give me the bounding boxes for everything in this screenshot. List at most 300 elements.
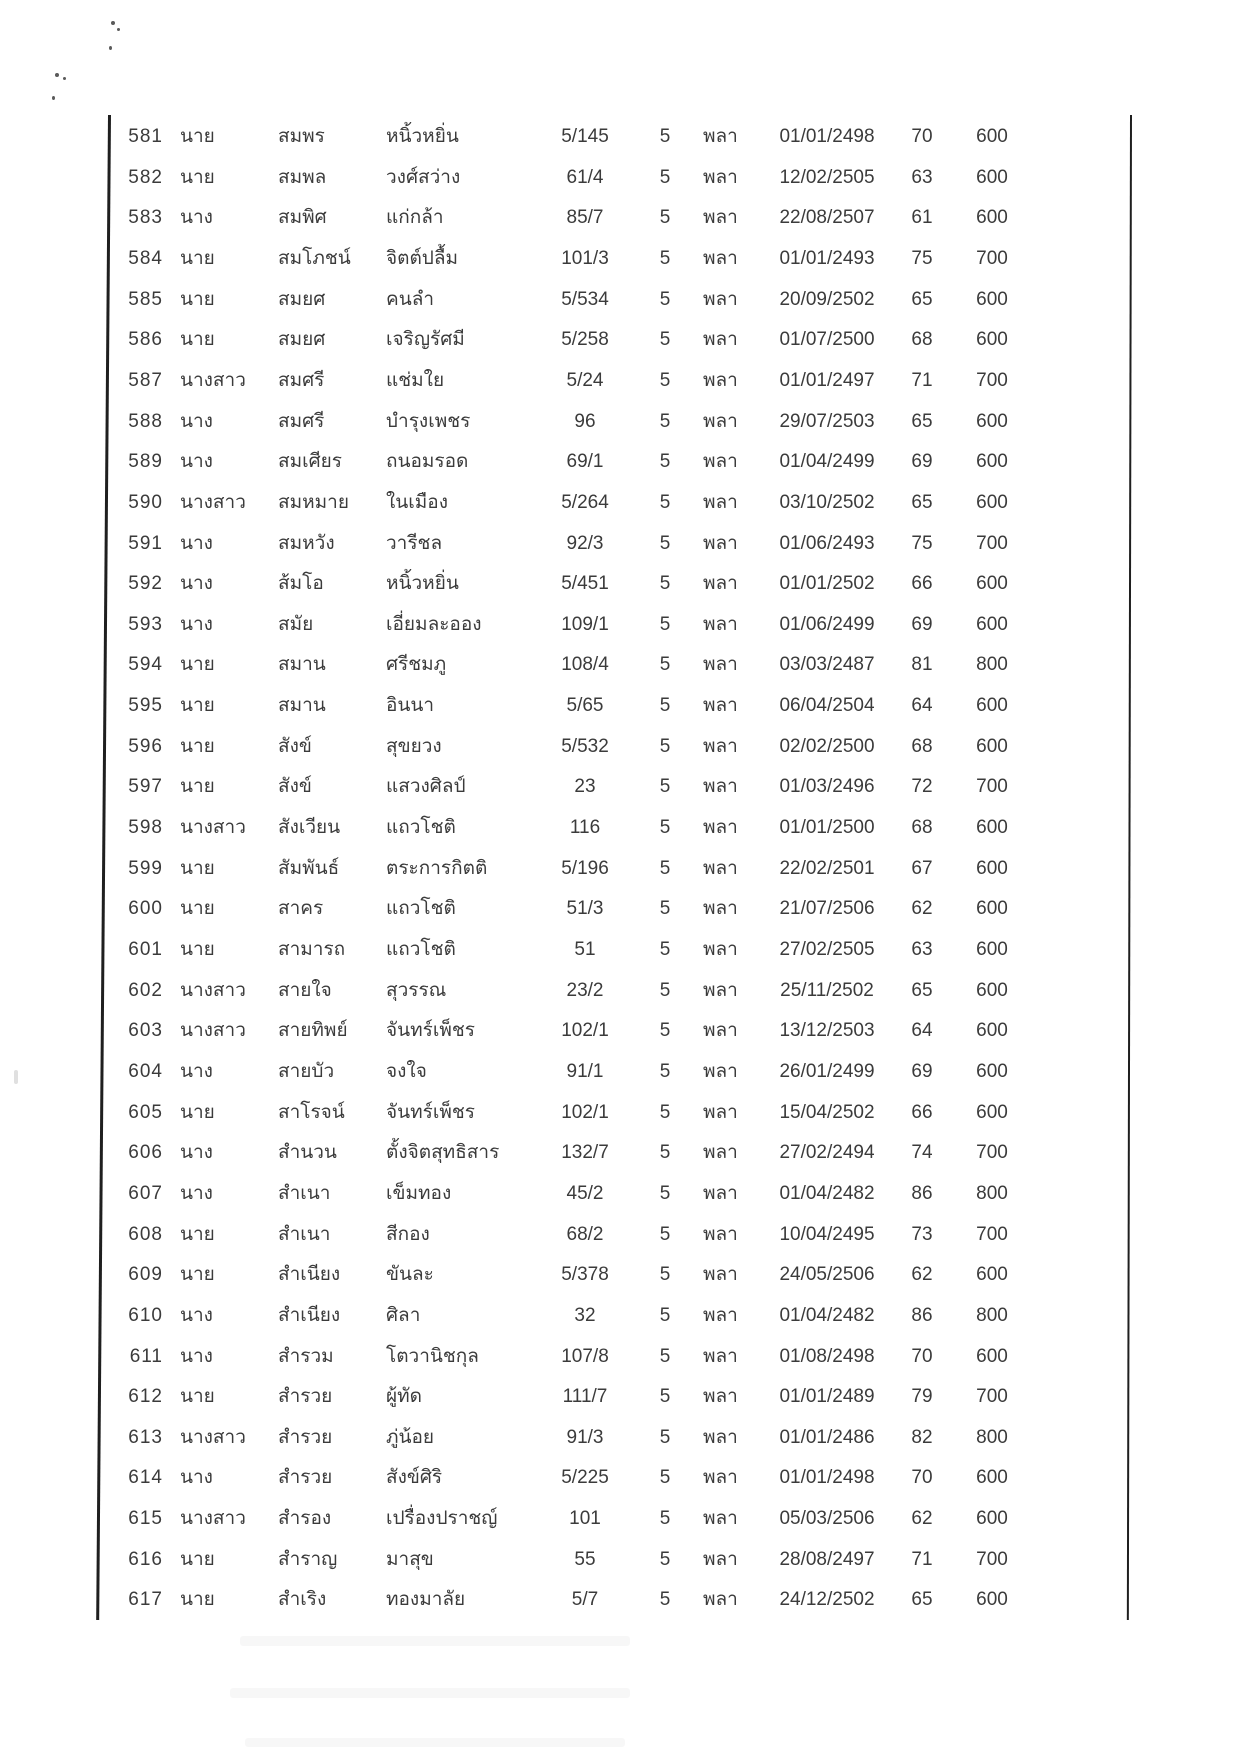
cell-birth-date: 01/07/2500 — [779, 329, 875, 351]
cell-address-no: 68/2 — [566, 1223, 604, 1245]
cell-age: 63 — [911, 166, 933, 188]
cell-amount: 600 — [976, 817, 1008, 839]
cell-amount: 600 — [976, 898, 1008, 920]
cell-title: นาย — [180, 1589, 215, 1611]
cell-first-name: สังเวียน — [278, 817, 341, 839]
cell-last-name: วงศ์สว่าง — [386, 166, 461, 188]
cell-first-name: สายทิพย์ — [278, 1020, 348, 1042]
cell-first-name: สายบัว — [278, 1060, 335, 1082]
cell-first-name: สมัย — [278, 613, 314, 635]
table-row — [0, 1423, 1240, 1453]
cell-last-name: โตวานิชกุล — [386, 1345, 479, 1367]
cell-last-name: วารีชล — [386, 532, 443, 554]
table-row — [0, 772, 1240, 802]
cell-address-no: 96 — [574, 410, 596, 432]
cell-last-name: อินนา — [386, 695, 435, 717]
cell-village: พลา — [703, 654, 738, 676]
cell-birth-date: 01/04/2499 — [779, 451, 875, 473]
scan-streak — [230, 1688, 630, 1698]
cell-moo: 5 — [659, 1386, 671, 1408]
table-row — [0, 366, 1240, 396]
cell-first-name: ส้มโอ — [278, 573, 324, 595]
cell-last-name: ศิลา — [386, 1304, 421, 1326]
cell-birth-date: 01/01/2493 — [779, 247, 875, 269]
cell-age: 64 — [911, 695, 933, 717]
cell-village: พลา — [703, 898, 738, 920]
scan-speck — [52, 96, 55, 100]
cell-first-name: สมยศ — [278, 288, 326, 310]
cell-birth-date: 01/04/2482 — [779, 1182, 875, 1204]
cell-village: พลา — [703, 979, 738, 1001]
cell-birth-date: 28/08/2497 — [779, 1548, 875, 1570]
cell-row-number: 594 — [128, 654, 163, 676]
cell-village: พลา — [703, 451, 738, 473]
cell-title: นาง — [180, 1467, 213, 1489]
cell-age: 61 — [911, 207, 933, 229]
cell-moo: 5 — [659, 1426, 671, 1448]
cell-title: นาย — [180, 126, 215, 147]
cell-address-no: 116 — [569, 817, 601, 839]
table-row — [0, 122, 1240, 152]
cell-last-name: ภู่น้อย — [386, 1426, 435, 1448]
cell-moo: 5 — [659, 1182, 671, 1204]
cell-birth-date: 01/01/2489 — [779, 1386, 875, 1408]
cell-title: นางสาว — [180, 817, 246, 839]
cell-birth-date: 01/01/2500 — [779, 817, 875, 839]
cell-row-number: 608 — [128, 1223, 163, 1245]
cell-moo: 5 — [659, 1264, 671, 1286]
cell-amount: 600 — [976, 166, 1008, 188]
cell-village: พลา — [703, 126, 738, 147]
cell-village: พลา — [703, 532, 738, 554]
cell-birth-date: 01/06/2493 — [779, 532, 875, 554]
cell-amount: 600 — [976, 1060, 1008, 1082]
cell-first-name: สำราญ — [278, 1548, 338, 1570]
cell-village: พลา — [703, 491, 738, 513]
cell-age: 74 — [911, 1142, 933, 1164]
table-row — [0, 488, 1240, 518]
cell-last-name: บำรุงเพชร — [386, 410, 471, 432]
cell-village: พลา — [703, 1264, 738, 1286]
cell-age: 69 — [911, 1060, 933, 1082]
cell-birth-date: 24/12/2502 — [779, 1589, 875, 1611]
cell-row-number: 597 — [128, 776, 163, 798]
cell-title: นาง — [180, 410, 213, 432]
cell-birth-date: 02/02/2500 — [779, 735, 875, 757]
cell-village: พลา — [703, 939, 738, 960]
cell-first-name: สำนวน — [278, 1142, 337, 1164]
cell-age: 72 — [911, 776, 933, 798]
table-row — [0, 1057, 1240, 1087]
cell-moo: 5 — [659, 1589, 671, 1611]
cell-first-name: สมาน — [278, 695, 326, 717]
cell-address-no: 109/1 — [561, 613, 609, 635]
cell-last-name: แถวโชติ — [386, 817, 456, 839]
cell-amount: 700 — [976, 369, 1008, 391]
cell-row-number: 611 — [129, 1345, 163, 1367]
table-row — [0, 285, 1240, 315]
cell-address-no: 5/7 — [571, 1589, 599, 1611]
cell-village: พลา — [703, 1060, 738, 1082]
scan-streak — [240, 1636, 630, 1646]
table-row — [0, 813, 1240, 843]
cell-birth-date: 21/07/2506 — [779, 898, 875, 920]
cell-title: นางสาว — [180, 1426, 246, 1448]
cell-address-no: 5/264 — [561, 491, 609, 513]
cell-first-name: สำเนา — [278, 1223, 331, 1245]
cell-row-number: 586 — [128, 329, 163, 351]
cell-first-name: สังข์ — [278, 776, 312, 798]
table-row — [0, 691, 1240, 721]
cell-age: 63 — [911, 939, 933, 960]
scan-speck — [109, 46, 112, 50]
cell-first-name: สมศรี — [278, 410, 325, 432]
table-row — [0, 1545, 1240, 1575]
cell-title: นางสาว — [180, 491, 246, 513]
cell-first-name: สายใจ — [278, 979, 332, 1001]
cell-address-no: 45/2 — [566, 1182, 604, 1204]
cell-first-name: สาโรจน์ — [278, 1101, 345, 1123]
cell-age: 65 — [911, 288, 933, 310]
cell-moo: 5 — [659, 491, 671, 513]
cell-birth-date: 29/07/2503 — [779, 410, 875, 432]
cell-village: พลา — [703, 288, 738, 310]
cell-age: 70 — [911, 1467, 933, 1489]
table-row — [0, 935, 1240, 965]
cell-last-name: จันทร์เพ็ชร — [386, 1101, 475, 1123]
cell-first-name: สำเนียง — [278, 1264, 341, 1286]
cell-birth-date: 01/03/2496 — [779, 776, 875, 798]
cell-moo: 5 — [659, 369, 671, 391]
cell-amount: 800 — [976, 1304, 1008, 1326]
cell-age: 75 — [911, 247, 933, 269]
cell-amount: 600 — [976, 939, 1008, 960]
cell-address-no: 101/3 — [561, 247, 609, 269]
cell-amount: 600 — [976, 329, 1008, 351]
cell-village: พลา — [703, 735, 738, 757]
cell-age: 71 — [911, 1548, 933, 1570]
cell-last-name: หนิ้วหยิ่น — [386, 573, 459, 595]
cell-amount: 600 — [976, 857, 1008, 879]
cell-address-no: 107/8 — [561, 1345, 609, 1367]
cell-village: พลา — [703, 1386, 738, 1408]
cell-last-name: แถวโชติ — [386, 939, 456, 960]
cell-first-name: สมหวัง — [278, 532, 335, 554]
cell-birth-date: 05/03/2506 — [779, 1508, 875, 1530]
table-row — [0, 244, 1240, 274]
cell-first-name: สมยศ — [278, 329, 326, 351]
cell-village: พลา — [703, 1182, 738, 1204]
cell-amount: 600 — [976, 1101, 1008, 1123]
cell-age: 70 — [911, 126, 933, 147]
cell-address-no: 5/378 — [561, 1264, 609, 1286]
cell-amount: 600 — [976, 1467, 1008, 1489]
cell-last-name: หนิ้วหยิ่น — [386, 126, 459, 147]
cell-first-name: สมหมาย — [278, 491, 349, 513]
cell-first-name: สำรอง — [278, 1508, 332, 1530]
cell-title: นาย — [180, 735, 215, 757]
cell-first-name: สำเนา — [278, 1182, 331, 1204]
cell-moo: 5 — [659, 1020, 671, 1042]
cell-row-number: 601 — [128, 939, 163, 960]
cell-address-no: 85/7 — [566, 207, 604, 229]
cell-amount: 600 — [976, 288, 1008, 310]
cell-address-no: 23/2 — [566, 979, 604, 1001]
cell-title: นาง — [180, 1345, 213, 1367]
cell-village: พลา — [703, 573, 738, 595]
cell-address-no: 69/1 — [566, 451, 604, 473]
table-row — [0, 650, 1240, 680]
cell-age: 68 — [911, 329, 933, 351]
cell-amount: 700 — [976, 247, 1008, 269]
cell-age: 66 — [911, 573, 933, 595]
cell-first-name: สำรวย — [278, 1426, 333, 1448]
cell-last-name: เจริญรัศมี — [386, 329, 465, 351]
cell-row-number: 595 — [128, 695, 163, 717]
cell-village: พลา — [703, 1345, 738, 1367]
cell-moo: 5 — [659, 166, 671, 188]
cell-first-name: สาคร — [278, 898, 324, 920]
cell-moo: 5 — [659, 979, 671, 1001]
cell-age: 71 — [911, 369, 933, 391]
cell-birth-date: 01/01/2497 — [779, 369, 875, 391]
cell-amount: 600 — [976, 1345, 1008, 1367]
cell-title: นาง — [180, 573, 213, 595]
cell-row-number: 616 — [128, 1548, 163, 1570]
cell-title: นางสาว — [180, 1508, 246, 1530]
cell-moo: 5 — [659, 451, 671, 473]
cell-last-name: ตั้งจิตสุทธิสาร — [386, 1142, 500, 1164]
cell-birth-date: 25/11/2502 — [780, 979, 874, 1001]
cell-village: พลา — [703, 1508, 738, 1530]
cell-row-number: 582 — [128, 166, 163, 188]
cell-birth-date: 01/08/2498 — [779, 1345, 875, 1367]
cell-amount: 700 — [976, 1142, 1008, 1164]
cell-amount: 600 — [976, 410, 1008, 432]
cell-address-no: 23 — [574, 776, 596, 798]
cell-moo: 5 — [659, 1223, 671, 1245]
table-row — [0, 447, 1240, 477]
cell-address-no: 51/3 — [566, 898, 604, 920]
cell-title: นาย — [180, 1386, 215, 1408]
cell-title: นาย — [180, 857, 215, 879]
cell-last-name: เข็มทอง — [386, 1182, 452, 1204]
cell-age: 69 — [911, 613, 933, 635]
cell-amount: 700 — [976, 1386, 1008, 1408]
cell-title: นางสาว — [180, 979, 246, 1001]
cell-age: 62 — [911, 1508, 933, 1530]
cell-first-name: สมศรี — [278, 369, 325, 391]
cell-amount: 600 — [976, 451, 1008, 473]
cell-birth-date: 01/06/2499 — [779, 613, 875, 635]
cell-row-number: 587 — [128, 369, 163, 391]
cell-moo: 5 — [659, 654, 671, 676]
cell-last-name: ในเมือง — [386, 491, 448, 513]
cell-row-number: 613 — [128, 1426, 163, 1448]
cell-age: 64 — [911, 1020, 933, 1042]
cell-title: นางสาว — [180, 369, 246, 391]
cell-age: 73 — [911, 1223, 933, 1245]
cell-last-name: จงใจ — [386, 1060, 427, 1082]
cell-title: นาง — [180, 532, 213, 554]
cell-moo: 5 — [659, 288, 671, 310]
cell-village: พลา — [703, 1304, 738, 1326]
cell-last-name: แช่มใย — [386, 369, 445, 391]
cell-birth-date: 01/01/2498 — [779, 1467, 875, 1489]
cell-moo: 5 — [659, 1508, 671, 1530]
cell-moo: 5 — [659, 613, 671, 635]
cell-amount: 600 — [976, 735, 1008, 757]
cell-birth-date: 12/02/2505 — [779, 166, 875, 188]
cell-village: พลา — [703, 1142, 738, 1164]
cell-moo: 5 — [659, 1304, 671, 1326]
cell-first-name: สำรวม — [278, 1345, 334, 1367]
cell-age: 81 — [911, 654, 933, 676]
cell-amount: 600 — [976, 491, 1008, 513]
cell-amount: 700 — [976, 532, 1008, 554]
cell-first-name: สามารถ — [278, 939, 346, 960]
cell-amount: 600 — [976, 207, 1008, 229]
cell-age: 65 — [911, 979, 933, 1001]
cell-birth-date: 01/01/2486 — [779, 1426, 875, 1448]
cell-first-name: สมเศียร — [278, 451, 343, 473]
cell-title: นาย — [180, 898, 215, 920]
cell-moo: 5 — [659, 695, 671, 717]
cell-birth-date: 15/04/2502 — [779, 1101, 875, 1123]
cell-row-number: 607 — [128, 1182, 163, 1204]
cell-birth-date: 20/09/2502 — [779, 288, 875, 310]
cell-last-name: สุวรรณ — [386, 979, 447, 1001]
table-row — [0, 203, 1240, 233]
cell-title: นาย — [180, 1548, 215, 1570]
cell-title: นาง — [180, 207, 213, 229]
cell-address-no: 5/451 — [561, 573, 609, 595]
cell-title: นาง — [180, 1182, 213, 1204]
cell-village: พลา — [703, 1020, 738, 1042]
cell-age: 82 — [911, 1426, 933, 1448]
cell-address-no: 111/7 — [562, 1386, 608, 1408]
cell-title: นาง — [180, 613, 213, 635]
table-row — [0, 610, 1240, 640]
table-row — [0, 1179, 1240, 1209]
cell-title: นาย — [180, 329, 215, 351]
cell-title: นาย — [180, 1101, 215, 1123]
cell-village: พลา — [703, 207, 738, 229]
cell-row-number: 610 — [128, 1304, 163, 1326]
cell-first-name: สำเริง — [278, 1589, 327, 1611]
cell-row-number: 604 — [128, 1060, 163, 1082]
table-row — [0, 1342, 1240, 1372]
cell-row-number: 583 — [128, 207, 163, 229]
cell-title: นาย — [180, 247, 215, 269]
cell-birth-date: 22/02/2501 — [779, 857, 875, 879]
cell-age: 70 — [911, 1345, 933, 1367]
cell-last-name: เอี่ยมละออง — [386, 613, 482, 635]
cell-birth-date: 27/02/2505 — [779, 939, 875, 960]
cell-title: นาย — [180, 1223, 215, 1245]
cell-amount: 800 — [976, 654, 1008, 676]
cell-village: พลา — [703, 1101, 738, 1123]
cell-address-no: 61/4 — [566, 166, 604, 188]
cell-amount: 700 — [976, 776, 1008, 798]
cell-village: พลา — [703, 329, 738, 351]
cell-village: พลา — [703, 1223, 738, 1245]
cell-moo: 5 — [659, 939, 671, 960]
cell-first-name: สมาน — [278, 654, 326, 676]
cell-first-name: สำเนียง — [278, 1304, 341, 1326]
cell-last-name: จิตต์ปลื้ม — [386, 247, 459, 269]
cell-title: นางสาว — [180, 1020, 246, 1042]
cell-village: พลา — [703, 695, 738, 717]
cell-amount: 600 — [976, 613, 1008, 635]
cell-address-no: 5/24 — [566, 369, 604, 391]
cell-age: 68 — [911, 817, 933, 839]
cell-row-number: 602 — [128, 979, 163, 1001]
scan-speck — [55, 73, 59, 77]
cell-last-name: สังข์ศิริ — [386, 1467, 443, 1489]
scan-speck — [63, 77, 66, 80]
cell-moo: 5 — [659, 1467, 671, 1489]
cell-address-no: 5/145 — [561, 126, 609, 147]
cell-last-name: เปรื่องปราชญ์ — [386, 1508, 498, 1530]
cell-row-number: 584 — [128, 247, 163, 269]
cell-village: พลา — [703, 857, 738, 879]
cell-address-no: 32 — [574, 1304, 596, 1326]
cell-title: นาง — [180, 451, 213, 473]
cell-address-no: 102/1 — [561, 1020, 609, 1042]
cell-moo: 5 — [659, 410, 671, 432]
cell-address-no: 5/532 — [561, 735, 609, 757]
cell-moo: 5 — [659, 1060, 671, 1082]
cell-amount: 700 — [976, 1223, 1008, 1245]
cell-title: นาย — [180, 654, 215, 676]
cell-title: นาย — [180, 1264, 215, 1286]
cell-amount: 700 — [976, 1548, 1008, 1570]
cell-address-no: 108/4 — [561, 654, 609, 676]
cell-last-name: มาสุข — [386, 1548, 434, 1570]
cell-birth-date: 03/03/2487 — [779, 654, 875, 676]
cell-village: พลา — [703, 613, 738, 635]
cell-age: 65 — [911, 410, 933, 432]
cell-village: พลา — [703, 369, 738, 391]
cell-birth-date: 13/12/2503 — [779, 1020, 875, 1042]
cell-first-name: สำรวย — [278, 1467, 333, 1489]
cell-row-number: 614 — [128, 1467, 163, 1489]
cell-row-number: 590 — [128, 491, 163, 513]
cell-last-name: ขันละ — [386, 1264, 434, 1286]
cell-moo: 5 — [659, 776, 671, 798]
cell-amount: 600 — [976, 1508, 1008, 1530]
cell-address-no: 51 — [574, 939, 596, 960]
cell-age: 86 — [911, 1304, 933, 1326]
cell-amount: 600 — [976, 979, 1008, 1001]
cell-row-number: 596 — [128, 735, 163, 757]
cell-address-no: 5/225 — [561, 1467, 609, 1489]
cell-address-no: 132/7 — [561, 1142, 609, 1164]
scan-streak — [245, 1738, 625, 1747]
cell-amount: 600 — [976, 1020, 1008, 1042]
cell-row-number: 599 — [128, 857, 163, 879]
table-row — [0, 163, 1240, 193]
cell-moo: 5 — [659, 126, 671, 147]
table-row — [0, 325, 1240, 355]
cell-address-no: 102/1 — [561, 1101, 609, 1123]
cell-moo: 5 — [659, 735, 671, 757]
cell-birth-date: 01/01/2498 — [779, 126, 875, 147]
cell-age: 67 — [911, 857, 933, 879]
cell-address-no: 55 — [574, 1548, 596, 1570]
cell-address-no: 5/258 — [561, 329, 609, 351]
